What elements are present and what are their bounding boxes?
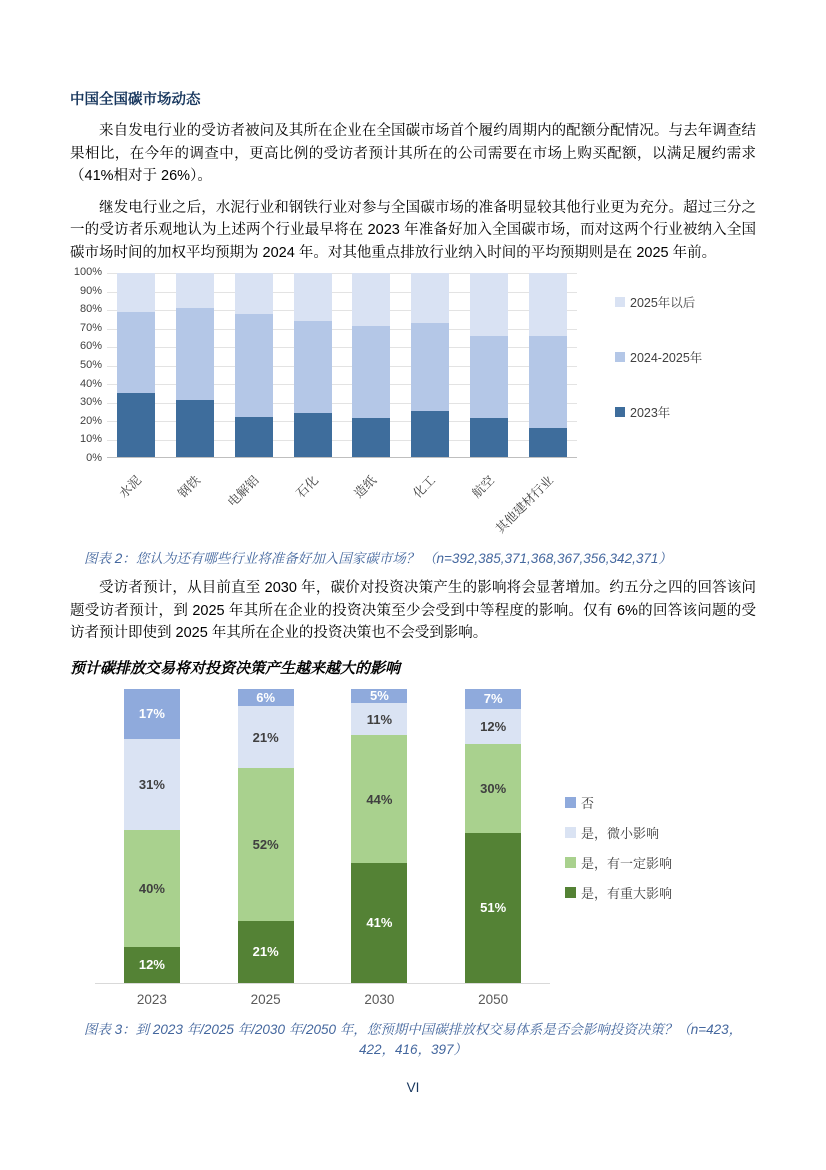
stacked-bar [529, 273, 567, 457]
bar-slot [518, 273, 577, 457]
bar-segment-是，微小影响: 12% [465, 709, 521, 744]
x-axis-label: 其他建材行业 [492, 473, 556, 537]
bar-segment-2025年以后 [411, 273, 449, 323]
y-axis-tick: 60% [79, 340, 102, 353]
stacked-bar [411, 273, 449, 457]
bar-segment-2024-2025年 [117, 312, 155, 393]
bar-segment-2025年以后 [235, 273, 273, 313]
legend-label: 否 [581, 795, 595, 811]
industry-chart-yaxis [70, 267, 102, 464]
bar-segment-是，有一定影响: 40% [124, 830, 180, 948]
y-axis-tick: 30% [79, 396, 102, 409]
bar-segment-否: 7% [465, 689, 521, 710]
industry-readiness-chart [70, 266, 756, 541]
x-axis-label: 石化 [293, 473, 321, 501]
bar-segment-2024-2025年 [176, 308, 214, 400]
legend-item [565, 853, 672, 872]
figure2-caption: 图表 2：您认为还有哪些行业将准备好加入国家碳市场？ （n=392,385,371,368,367,356,342,371） [84, 551, 672, 566]
impact-chart-legend [565, 793, 672, 902]
legend-swatch [615, 352, 625, 362]
bar-slot [95, 689, 209, 983]
bar-segment-是，有一定影响: 52% [238, 768, 294, 921]
x-axis-label: 电解铝 [225, 473, 262, 510]
bar-segment-2024-2025年 [470, 336, 508, 419]
bar-slot [166, 273, 225, 457]
y-axis-tick: 100% [73, 266, 102, 278]
bar-segment-2023年 [411, 411, 449, 457]
stacked-bar [351, 689, 407, 983]
section-heading-investment-impact: 预计碳排放交易将对投资决策产生越来越大的影响 [70, 659, 401, 677]
legend-item [615, 293, 702, 311]
bar-segment-2025年以后 [352, 273, 390, 326]
impact-chart-xlabels [95, 992, 550, 1007]
y-axis-tick: 70% [79, 321, 102, 334]
legend-label: 2024-2025年 [630, 351, 703, 365]
bar-segment-2024-2025年 [294, 321, 332, 413]
bar-segment-是，有重大影响: 41% [351, 863, 407, 982]
legend-swatch [615, 297, 625, 307]
bar-segment-2024-2025年 [411, 323, 449, 411]
bar-segment-是，微小影响: 11% [351, 703, 407, 735]
paragraph-investment-impact: 受访者预计，从目前直至 2030 年，碳价对投资决策产生的影响将会显著增加。约五分之四的回答该问题受访者预计，到 2025 年其所在企业的投资决策至少会受到中等程度的影响。仅有 6%的回答该问题的受访者预计即使到 2025 年其所在企业的投资决策也不会受到影响。 [70, 580, 756, 641]
bar-segment-2023年 [235, 417, 273, 457]
x-axis-label: 钢铁 [175, 473, 204, 501]
bar-segment-2025年以后 [294, 273, 332, 321]
bar-segment-2025年以后 [470, 273, 508, 336]
y-axis-tick: 20% [79, 414, 102, 427]
x-axis-label: 水泥 [116, 473, 145, 501]
bar-slot [107, 273, 166, 457]
bar-segment-2024-2025年 [529, 336, 567, 428]
legend-swatch [565, 857, 576, 868]
bar-segment-2024-2025年 [352, 326, 390, 418]
legend-item [565, 793, 672, 812]
stacked-bar [294, 273, 332, 457]
legend-item [615, 403, 702, 421]
bar-segment-2023年 [176, 400, 214, 457]
bar-segment-是，微小影响: 31% [124, 739, 180, 830]
stacked-bar [238, 689, 294, 983]
bar-segment-是，有重大影响: 12% [124, 947, 180, 982]
paragraph-allowance-allocation: 来自发电行业的受访者被问及其所在企业在全国碳市场首个履约周期内的配额分配情况。与去年调查结果相比，在今年的调查中，更高比例的受访者预计其所在的公司需要在市场上购买配额，以满足履约需求（41%相对于 26%）。 [70, 123, 756, 184]
legend-label: 是，微小影响 [581, 825, 660, 841]
paragraph-industry-readiness: 继发电行业之后，水泥行业和钢铁行业对参与全国碳市场的准备明显较其他行业更为充分。超过三分之一的受访者乐观地认为上述两个行业最早将在 2023 年准备好加入全国碳市场，而对这两个行业被纳入全国碳市场时间的加权平均预期为 2024 年。对其他重点排放行业纳入时间的平均预期则是在 2025 年前。 [70, 199, 756, 261]
x-axis-label: 造纸 [351, 473, 380, 501]
bar-slot [436, 689, 550, 983]
legend-swatch [565, 797, 576, 808]
x-axis-label: 化工 [410, 473, 439, 501]
legend-item [615, 348, 702, 366]
stacked-bar [176, 273, 214, 457]
bar-segment-是，微小影响: 21% [238, 706, 294, 768]
legend-label: 2023年 [630, 406, 671, 420]
legend-swatch [615, 407, 625, 417]
bar-slot [283, 273, 342, 457]
bar-segment-2023年 [352, 418, 390, 457]
page-title: 中国全国碳市场动态 [70, 92, 201, 108]
bar-segment-2023年 [529, 428, 567, 457]
page-number: VI [406, 1079, 420, 1095]
legend-label: 是，有重大影响 [581, 885, 673, 901]
x-axis-label: 2050 [478, 991, 509, 1007]
legend-item [565, 883, 672, 902]
bar-slot [323, 689, 437, 983]
x-axis-label: 2030 [364, 991, 395, 1007]
x-axis-label: 2023 [136, 991, 167, 1007]
bar-segment-2023年 [294, 413, 332, 457]
bar-segment-否: 5% [351, 689, 407, 704]
x-axis-label: 航空 [469, 473, 497, 501]
bar-segment-2024-2025年 [235, 314, 273, 417]
y-axis-tick: 10% [79, 433, 102, 446]
bar-segment-是，有重大影响: 21% [238, 921, 294, 983]
bar-segment-2023年 [470, 418, 508, 457]
stacked-bar [465, 689, 521, 983]
figure3-caption: 图表 3：到 2023 年/2025 年/2030 年/2050 年，您预期中国碳排放权交易体系是否会影响投资决策？（n=423，422，416，397） [83, 1021, 743, 1057]
stacked-bar [235, 273, 273, 457]
bar-segment-2025年以后 [529, 273, 567, 336]
investment-impact-chart [70, 682, 756, 1014]
bar-slot [225, 273, 284, 457]
industry-chart-xlabels [107, 463, 577, 541]
bar-segment-是，有重大影响: 51% [465, 833, 521, 983]
bar-slot [342, 273, 401, 457]
x-axis-label: 2025 [250, 991, 281, 1007]
stacked-bar [470, 273, 508, 457]
bar-segment-是，有一定影响: 30% [465, 744, 521, 832]
legend-label: 2025年以后 [630, 296, 696, 310]
bar-segment-否: 17% [124, 689, 180, 739]
bar-slot [460, 273, 519, 457]
bar-slot [209, 689, 323, 983]
y-axis-tick: 90% [79, 284, 102, 297]
industry-chart-bars [107, 273, 577, 457]
impact-chart-bars [95, 689, 550, 984]
stacked-bar [352, 273, 390, 457]
bar-slot [401, 273, 460, 457]
y-axis-tick: 0% [86, 451, 102, 464]
legend-swatch [565, 887, 576, 898]
legend-swatch [565, 827, 576, 838]
legend-label: 是，有一定影响 [581, 855, 673, 871]
y-axis-tick: 50% [79, 358, 102, 371]
industry-chart-legend [615, 293, 702, 421]
bar-segment-2025年以后 [117, 273, 155, 312]
stacked-bar [124, 689, 180, 983]
bar-segment-2023年 [117, 393, 155, 457]
y-axis-tick: 40% [79, 377, 102, 390]
legend-item [565, 823, 672, 842]
bar-segment-否: 6% [238, 689, 294, 707]
y-axis-tick: 80% [79, 303, 102, 316]
stacked-bar [117, 273, 155, 457]
bar-segment-2025年以后 [176, 273, 214, 308]
bar-segment-是，有一定影响: 44% [351, 735, 407, 863]
industry-chart-plot [107, 273, 577, 458]
